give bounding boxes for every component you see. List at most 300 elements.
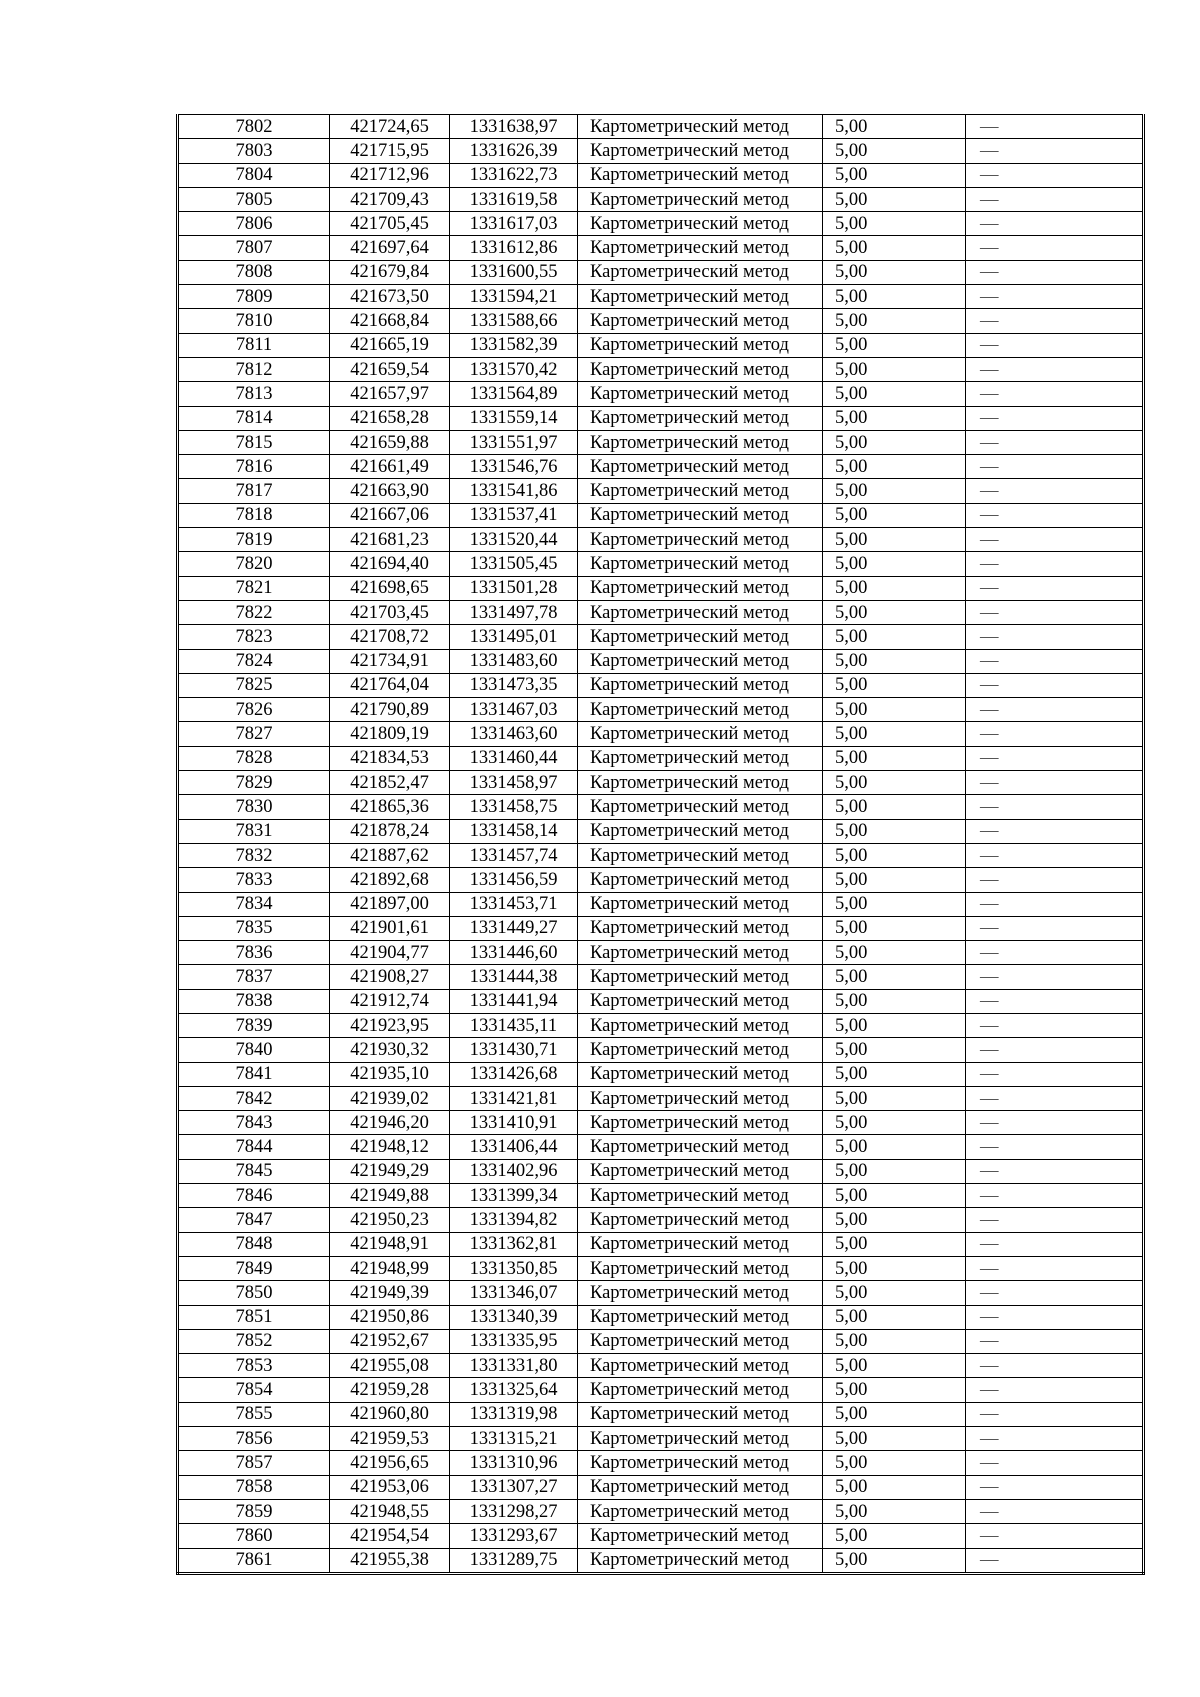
x-coordinate-cell: 421764,04 [330,673,450,697]
x-coordinate-cell: 421834,53 [330,746,450,770]
y-coordinate-cell: 1331315,21 [450,1427,578,1451]
method-cell: Картометрический метод [578,843,823,867]
note-cell: — [966,771,1144,795]
note-cell: — [966,1354,1144,1378]
method-cell: Картометрический метод [578,649,823,673]
error-cell: 5,00 [823,576,966,600]
y-coordinate-cell: 1331340,39 [450,1305,578,1329]
error-cell: 5,00 [823,892,966,916]
y-coordinate-cell: 1331473,35 [450,673,578,697]
note-cell: — [966,503,1144,527]
error-cell: 5,00 [823,1329,966,1353]
y-coordinate-cell: 1331497,78 [450,600,578,624]
note-cell: — [966,795,1144,819]
point-number-cell: 7860 [178,1524,330,1548]
table-row [178,1111,1144,1135]
note-cell: — [966,843,1144,867]
point-number-cell: 7834 [178,892,330,916]
y-coordinate-cell: 1331410,91 [450,1111,578,1135]
y-coordinate-cell: 1331564,89 [450,382,578,406]
method-cell: Картометрический метод [578,528,823,552]
table-row [178,552,1144,576]
x-coordinate-cell: 421734,91 [330,649,450,673]
y-coordinate-cell: 1331546,76 [450,455,578,479]
error-cell: 5,00 [823,722,966,746]
x-coordinate-cell: 421892,68 [330,868,450,892]
method-cell: Картометрический метод [578,1038,823,1062]
y-coordinate-cell: 1331325,64 [450,1378,578,1402]
error-cell: 5,00 [823,552,966,576]
x-coordinate-cell: 421904,77 [330,941,450,965]
method-cell: Картометрический метод [578,1135,823,1159]
error-cell: 5,00 [823,1451,966,1475]
error-cell: 5,00 [823,649,966,673]
x-coordinate-cell: 421681,23 [330,528,450,552]
note-cell: — [966,1062,1144,1086]
error-cell: 5,00 [823,843,966,867]
method-cell: Картометрический метод [578,892,823,916]
table-row [178,1524,1144,1548]
y-coordinate-cell: 1331421,81 [450,1086,578,1110]
method-cell: Картометрический метод [578,1524,823,1548]
note-cell: — [966,1548,1144,1573]
error-cell: 5,00 [823,698,966,722]
method-cell: Картометрический метод [578,722,823,746]
error-cell: 5,00 [823,1548,966,1573]
point-number-cell: 7807 [178,236,330,260]
y-coordinate-cell: 1331467,03 [450,698,578,722]
table-row [178,236,1144,260]
y-coordinate-cell: 1331394,82 [450,1208,578,1232]
x-coordinate-cell: 421949,29 [330,1159,450,1183]
x-coordinate-cell: 421715,95 [330,139,450,163]
note-cell: — [966,479,1144,503]
error-cell: 5,00 [823,1086,966,1110]
error-cell: 5,00 [823,1256,966,1280]
method-cell: Картометрический метод [578,1354,823,1378]
error-cell: 5,00 [823,989,966,1013]
method-cell: Картометрический метод [578,503,823,527]
x-coordinate-cell: 421659,54 [330,357,450,381]
table-row [178,479,1144,503]
point-number-cell: 7850 [178,1281,330,1305]
method-cell: Картометрический метод [578,1329,823,1353]
point-number-cell: 7831 [178,819,330,843]
table-row [178,843,1144,867]
point-number-cell: 7851 [178,1305,330,1329]
note-cell: — [966,1159,1144,1183]
x-coordinate-cell: 421954,54 [330,1524,450,1548]
note-cell: — [966,1111,1144,1135]
table-row [178,1135,1144,1159]
method-cell: Картометрический метод [578,868,823,892]
x-coordinate-cell: 421790,89 [330,698,450,722]
table-row [178,1159,1144,1183]
y-coordinate-cell: 1331594,21 [450,285,578,309]
y-coordinate-cell: 1331612,86 [450,236,578,260]
error-cell: 5,00 [823,357,966,381]
note-cell: — [966,576,1144,600]
method-cell: Картометрический метод [578,989,823,1013]
method-cell: Картометрический метод [578,673,823,697]
x-coordinate-cell: 421953,06 [330,1475,450,1499]
y-coordinate-cell: 1331638,97 [450,115,578,139]
note-cell: — [966,600,1144,624]
note-cell: — [966,746,1144,770]
error-cell: 5,00 [823,673,966,697]
point-number-cell: 7839 [178,1013,330,1037]
note-cell: — [966,1329,1144,1353]
x-coordinate-cell: 421705,45 [330,212,450,236]
x-coordinate-cell: 421865,36 [330,795,450,819]
method-cell: Картометрический метод [578,1475,823,1499]
table-row [178,649,1144,673]
table-row [178,528,1144,552]
table-row [178,1281,1144,1305]
point-number-cell: 7835 [178,916,330,940]
method-cell: Картометрический метод [578,795,823,819]
point-number-cell: 7813 [178,382,330,406]
note-cell: — [966,552,1144,576]
y-coordinate-cell: 1331551,97 [450,430,578,454]
x-coordinate-cell: 421955,08 [330,1354,450,1378]
point-number-cell: 7837 [178,965,330,989]
error-cell: 5,00 [823,139,966,163]
method-cell: Картометрический метод [578,600,823,624]
x-coordinate-cell: 421956,65 [330,1451,450,1475]
x-coordinate-cell: 421887,62 [330,843,450,867]
method-cell: Картометрический метод [578,163,823,187]
table-row [178,333,1144,357]
method-cell: Картометрический метод [578,625,823,649]
point-number-cell: 7812 [178,357,330,381]
method-cell: Картометрический метод [578,576,823,600]
error-cell: 5,00 [823,819,966,843]
table-row [178,1354,1144,1378]
note-cell: — [966,1524,1144,1548]
error-cell: 5,00 [823,1062,966,1086]
error-cell: 5,00 [823,1232,966,1256]
method-cell: Картометрический метод [578,382,823,406]
note-cell: — [966,528,1144,552]
x-coordinate-cell: 421949,88 [330,1184,450,1208]
note-cell: — [966,1038,1144,1062]
error-cell: 5,00 [823,163,966,187]
error-cell: 5,00 [823,1475,966,1499]
y-coordinate-cell: 1331350,85 [450,1256,578,1280]
point-number-cell: 7845 [178,1159,330,1183]
point-number-cell: 7836 [178,941,330,965]
note-cell: — [966,1451,1144,1475]
x-coordinate-cell: 421708,72 [330,625,450,649]
error-cell: 5,00 [823,965,966,989]
point-number-cell: 7843 [178,1111,330,1135]
y-coordinate-cell: 1331406,44 [450,1135,578,1159]
method-cell: Картометрический метод [578,819,823,843]
table-row [178,1038,1144,1062]
x-coordinate-cell: 421908,27 [330,965,450,989]
table-row [178,406,1144,430]
x-coordinate-cell: 421657,97 [330,382,450,406]
error-cell: 5,00 [823,625,966,649]
point-number-cell: 7828 [178,746,330,770]
table-row [178,212,1144,236]
table-row [178,698,1144,722]
point-number-cell: 7833 [178,868,330,892]
error-cell: 5,00 [823,503,966,527]
method-cell: Картометрический метод [578,357,823,381]
y-coordinate-cell: 1331541,86 [450,479,578,503]
y-coordinate-cell: 1331310,96 [450,1451,578,1475]
method-cell: Картометрический метод [578,1256,823,1280]
table-row [178,309,1144,333]
y-coordinate-cell: 1331402,96 [450,1159,578,1183]
point-number-cell: 7819 [178,528,330,552]
point-number-cell: 7810 [178,309,330,333]
table-row [178,1499,1144,1523]
note-cell: — [966,892,1144,916]
y-coordinate-cell: 1331458,97 [450,771,578,795]
point-number-cell: 7824 [178,649,330,673]
error-cell: 5,00 [823,406,966,430]
method-cell: Картометрический метод [578,139,823,163]
error-cell: 5,00 [823,333,966,357]
x-coordinate-cell: 421679,84 [330,260,450,284]
error-cell: 5,00 [823,382,966,406]
method-cell: Картометрический метод [578,1013,823,1037]
error-cell: 5,00 [823,1524,966,1548]
y-coordinate-cell: 1331346,07 [450,1281,578,1305]
x-coordinate-cell: 421950,86 [330,1305,450,1329]
note-cell: — [966,625,1144,649]
point-number-cell: 7822 [178,600,330,624]
point-number-cell: 7847 [178,1208,330,1232]
y-coordinate-cell: 1331460,44 [450,746,578,770]
x-coordinate-cell: 421668,84 [330,309,450,333]
method-cell: Картометрический метод [578,1159,823,1183]
point-number-cell: 7861 [178,1548,330,1573]
y-coordinate-cell: 1331520,44 [450,528,578,552]
note-cell: — [966,1281,1144,1305]
y-coordinate-cell: 1331289,75 [450,1548,578,1573]
note-cell: — [966,236,1144,260]
error-cell: 5,00 [823,528,966,552]
note-cell: — [966,212,1144,236]
method-cell: Картометрический метод [578,1427,823,1451]
table-row [178,1208,1144,1232]
error-cell: 5,00 [823,479,966,503]
point-number-cell: 7858 [178,1475,330,1499]
point-number-cell: 7802 [178,115,330,139]
point-number-cell: 7840 [178,1038,330,1062]
x-coordinate-cell: 421949,39 [330,1281,450,1305]
note-cell: — [966,1378,1144,1402]
x-coordinate-cell: 421703,45 [330,600,450,624]
error-cell: 5,00 [823,941,966,965]
y-coordinate-cell: 1331495,01 [450,625,578,649]
point-number-cell: 7832 [178,843,330,867]
note-cell: — [966,1135,1144,1159]
table-row [178,771,1144,795]
method-cell: Картометрический метод [578,260,823,284]
method-cell: Картометрический метод [578,916,823,940]
point-number-cell: 7806 [178,212,330,236]
table-row [178,430,1144,454]
x-coordinate-cell: 421948,12 [330,1135,450,1159]
y-coordinate-cell: 1331617,03 [450,212,578,236]
table-row [178,1451,1144,1475]
note-cell: — [966,333,1144,357]
note-cell: — [966,115,1144,139]
method-cell: Картометрический метод [578,698,823,722]
table-row [178,503,1144,527]
y-coordinate-cell: 1331582,39 [450,333,578,357]
table-row [178,1184,1144,1208]
method-cell: Картометрический метод [578,455,823,479]
method-cell: Картометрический метод [578,1281,823,1305]
table-row [178,600,1144,624]
point-number-cell: 7821 [178,576,330,600]
table-row [178,1427,1144,1451]
note-cell: — [966,357,1144,381]
y-coordinate-cell: 1331331,80 [450,1354,578,1378]
error-cell: 5,00 [823,1305,966,1329]
y-coordinate-cell: 1331293,67 [450,1524,578,1548]
error-cell: 5,00 [823,1427,966,1451]
point-number-cell: 7852 [178,1329,330,1353]
method-cell: Картометрический метод [578,1451,823,1475]
y-coordinate-cell: 1331463,60 [450,722,578,746]
x-coordinate-cell: 421946,20 [330,1111,450,1135]
note-cell: — [966,698,1144,722]
y-coordinate-cell: 1331444,38 [450,965,578,989]
y-coordinate-cell: 1331458,14 [450,819,578,843]
table-row [178,1232,1144,1256]
error-cell: 5,00 [823,285,966,309]
method-cell: Картометрический метод [578,285,823,309]
table-row [178,989,1144,1013]
note-cell: — [966,673,1144,697]
note-cell: — [966,1013,1144,1037]
error-cell: 5,00 [823,1038,966,1062]
method-cell: Картометрический метод [578,1062,823,1086]
note-cell: — [966,1475,1144,1499]
x-coordinate-cell: 421663,90 [330,479,450,503]
note-cell: — [966,965,1144,989]
y-coordinate-cell: 1331319,98 [450,1402,578,1426]
y-coordinate-cell: 1331335,95 [450,1329,578,1353]
y-coordinate-cell: 1331559,14 [450,406,578,430]
note-cell: — [966,1427,1144,1451]
x-coordinate-cell: 421665,19 [330,333,450,357]
error-cell: 5,00 [823,455,966,479]
method-cell: Картометрический метод [578,1184,823,1208]
x-coordinate-cell: 421667,06 [330,503,450,527]
point-number-cell: 7826 [178,698,330,722]
point-number-cell: 7854 [178,1378,330,1402]
point-number-cell: 7820 [178,552,330,576]
table-row [178,1062,1144,1086]
table-row [178,1086,1144,1110]
x-coordinate-cell: 421930,32 [330,1038,450,1062]
x-coordinate-cell: 421948,91 [330,1232,450,1256]
note-cell: — [966,382,1144,406]
point-number-cell: 7855 [178,1402,330,1426]
point-number-cell: 7804 [178,163,330,187]
point-number-cell: 7816 [178,455,330,479]
point-number-cell: 7829 [178,771,330,795]
x-coordinate-cell: 421912,74 [330,989,450,1013]
table-row [178,795,1144,819]
method-cell: Картометрический метод [578,1086,823,1110]
method-cell: Картометрический метод [578,430,823,454]
y-coordinate-cell: 1331458,75 [450,795,578,819]
error-cell: 5,00 [823,1208,966,1232]
note-cell: — [966,1086,1144,1110]
point-number-cell: 7846 [178,1184,330,1208]
method-cell: Картометрический метод [578,1232,823,1256]
table-row [178,673,1144,697]
point-number-cell: 7803 [178,139,330,163]
error-cell: 5,00 [823,746,966,770]
method-cell: Картометрический метод [578,1208,823,1232]
point-number-cell: 7853 [178,1354,330,1378]
y-coordinate-cell: 1331430,71 [450,1038,578,1062]
error-cell: 5,00 [823,916,966,940]
table-row [178,868,1144,892]
table-row [178,1329,1144,1353]
point-number-cell: 7841 [178,1062,330,1086]
note-cell: — [966,649,1144,673]
table-row [178,139,1144,163]
point-number-cell: 7808 [178,260,330,284]
x-coordinate-cell: 421939,02 [330,1086,450,1110]
point-number-cell: 7827 [178,722,330,746]
note-cell: — [966,819,1144,843]
method-cell: Картометрический метод [578,746,823,770]
note-cell: — [966,260,1144,284]
y-coordinate-cell: 1331626,39 [450,139,578,163]
table-row [178,941,1144,965]
error-cell: 5,00 [823,1135,966,1159]
error-cell: 5,00 [823,1378,966,1402]
note-cell: — [966,1256,1144,1280]
point-number-cell: 7844 [178,1135,330,1159]
table-row [178,382,1144,406]
y-coordinate-cell: 1331449,27 [450,916,578,940]
error-cell: 5,00 [823,1013,966,1037]
x-coordinate-cell: 421948,55 [330,1499,450,1523]
x-coordinate-cell: 421658,28 [330,406,450,430]
error-cell: 5,00 [823,236,966,260]
x-coordinate-cell: 421935,10 [330,1062,450,1086]
x-coordinate-cell: 421897,00 [330,892,450,916]
error-cell: 5,00 [823,1184,966,1208]
table-row [178,1402,1144,1426]
point-number-cell: 7856 [178,1427,330,1451]
method-cell: Картометрический метод [578,115,823,139]
x-coordinate-cell: 421661,49 [330,455,450,479]
error-cell: 5,00 [823,1402,966,1426]
method-cell: Картометрический метод [578,1402,823,1426]
method-cell: Картометрический метод [578,1111,823,1135]
x-coordinate-cell: 421955,38 [330,1548,450,1573]
y-coordinate-cell: 1331441,94 [450,989,578,1013]
x-coordinate-cell: 421948,99 [330,1256,450,1280]
method-cell: Картометрический метод [578,965,823,989]
table-row [178,260,1144,284]
table-row [178,285,1144,309]
